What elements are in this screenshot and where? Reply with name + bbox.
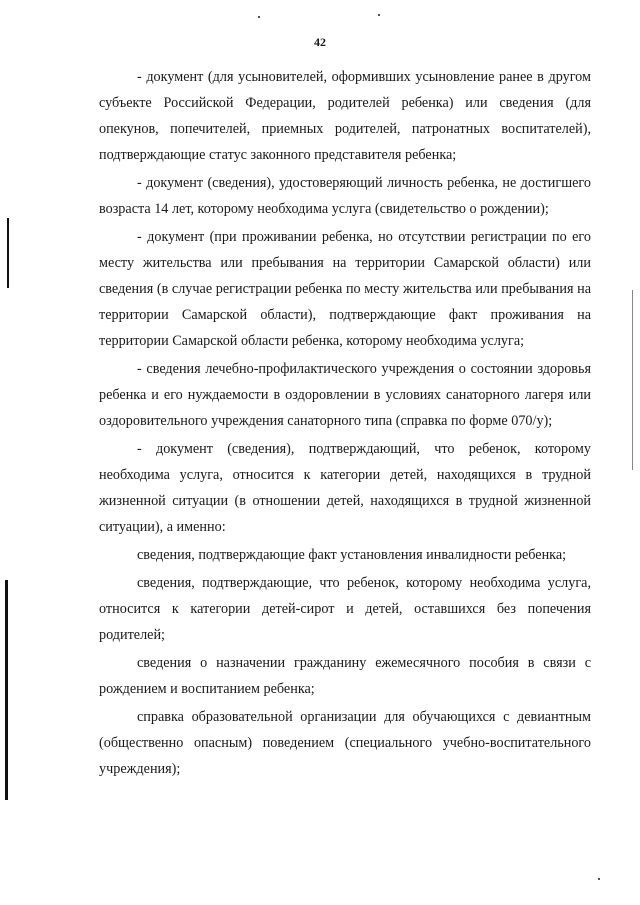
scan-mark-left-lower	[5, 580, 8, 800]
scan-speck-top-left	[258, 16, 260, 18]
scan-speck-top-right	[378, 14, 380, 16]
paragraph-residence-document: - документ (при проживании ребенка, но отсутствии регистрации по его месту жительства или пребывания на территории Самарской области) или сведения (в случае регистрации ребенка по месту жительства или пребывания на территории Самарской области), подтверждающие факт проживания на территории Самарской области ребенка, которому необходима услуга;	[99, 229, 591, 349]
page-number: 42	[314, 35, 326, 49]
paragraph-difficult-situation-document: - документ (сведения), подтверждающий, что ребенок, которому необходима услуга, относится к категории детей, находящихся в трудной жизненной ситуации (в отношении детей, находящихся в трудной жизненной ситуации), а именно:	[99, 441, 591, 535]
paragraph-orphan-info: сведения, подтверждающие, что ребенок, которому необходима услуга, относится к категории детей-сирот и детей, оставшихся без попечения родителей;	[99, 575, 591, 643]
document-body	[99, 64, 591, 784]
paragraph-school-certificate: справка образовательной организации для обучающихся с девиантным (общественно опасным) поведением (специального учебно-воспитательного учреждения);	[99, 709, 591, 777]
paragraph-allowance-info: сведения о назначении гражданину ежемесячного пособия в связи с рождением и воспитанием ребенка;	[99, 655, 591, 697]
paragraph-legal-representative-document: - документ (для усыновителей, оформивших усыновление ранее в другом субъекте Российской Федерации, родителей ребенка) или сведения (для опекунов, попечителей, приемных родителей, патронатных воспитателей), подтверждающие статус законного представителя ребенка;	[99, 69, 591, 163]
scan-speck-bottom-right	[598, 878, 600, 880]
scan-mark-left-upper	[7, 218, 9, 288]
paragraph-disability-info: сведения, подтверждающие факт установления инвалидности ребенка;	[137, 547, 567, 563]
paragraph-medical-certificate: - сведения лечебно-профилактического учреждения о состоянии здоровья ребенка и его нуждаемости в оздоровлении в условиях санаторного лагеря или оздоровительного учреждения санаторного типа (справка по форме 070/у);	[99, 361, 591, 429]
paragraph-identity-document: - документ (сведения), удостоверяющий личность ребенка, не достигшего возраста 14 лет, которому необходима услуга (свидетельство о рождении);	[99, 175, 591, 217]
scan-mark-right	[632, 290, 633, 470]
